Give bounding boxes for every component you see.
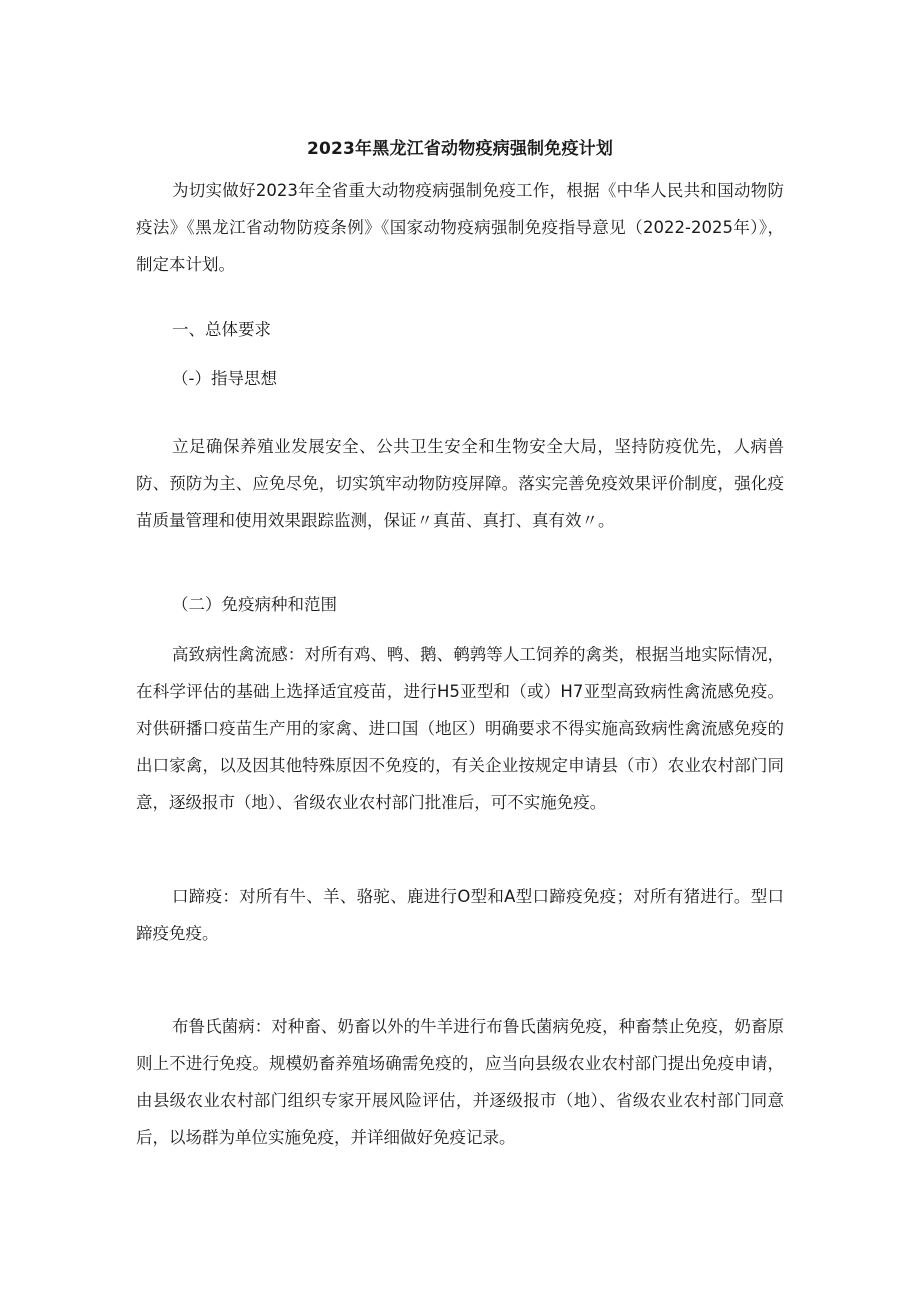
intro-paragraph: 为切实做好2023年全省重大动物疫病强制免疫工作，根据《中华人民共和国动物防疫法》《黑龙江省动物防疫条例》《国家动物疫病强制免疫指导意见（2022-2025年）》，制定本计划。 — [136, 181, 784, 274]
guiding-ideology-paragraph: 立足确保养殖业发展安全、公共卫生安全和生物安全大局，坚持防疫优先，人病兽防、预防为主、应免尽免，切实筑牢动物防疫屏障。落实完善免疫效果评价制度，强化疫苗质量管理和使用效果跟踪监测，保证〃真苗、真打、真有效〃。 — [136, 437, 784, 530]
subsection-heading-guiding-ideology: （-）指导思想 — [172, 369, 277, 388]
section-heading-general-requirements: 一、总体要求 — [172, 320, 271, 339]
brucellosis-paragraph: 布鲁氏菌病：对种畜、奶畜以外的牛羊进行布鲁氏菌病免疫，种畜禁止免疫，奶畜原则上不进行免疫。规模奶畜养殖场确需免疫的，应当向县级农业农村部门提出免疫申请，由县级农业农村部门组织专家开展风险评估，并逐级报市（地）、省级农业农村部门同意后，以场群为单位实施免疫，并详细做好免疫记录。 — [136, 1017, 784, 1147]
subsection-heading-disease-scope: （二）免疫病种和范围 — [172, 595, 337, 614]
foot-and-mouth-paragraph: 口蹄疫：对所有牛、羊、骆驼、鹿进行O型和A型口蹄疫免疫；对所有猪进行。型口蹄疫免疫。 — [136, 887, 784, 943]
document-title: 2023年黑龙江省动物疫病强制免疫计划 — [306, 139, 614, 160]
avian-influenza-paragraph: 高致病性禽流感：对所有鸡、鸭、鹅、鹌鹑等人工饲养的禽类，根据当地实际情况，在科学评估的基础上选择适宜疫苗，进行H5亚型和（或）H7亚型高致病性禽流感免疫。对供研播口疫苗生产用的家禽、进口国（地区）明确要求不得实施高致病性禽流感免疫的出口家禽，以及因其他特殊原因不免疫的，有关企业按规定申请县（市）农业农村部门同意，逐级报市（地）、省级农业农村部门批准后，可不实施免疫。 — [136, 645, 784, 812]
